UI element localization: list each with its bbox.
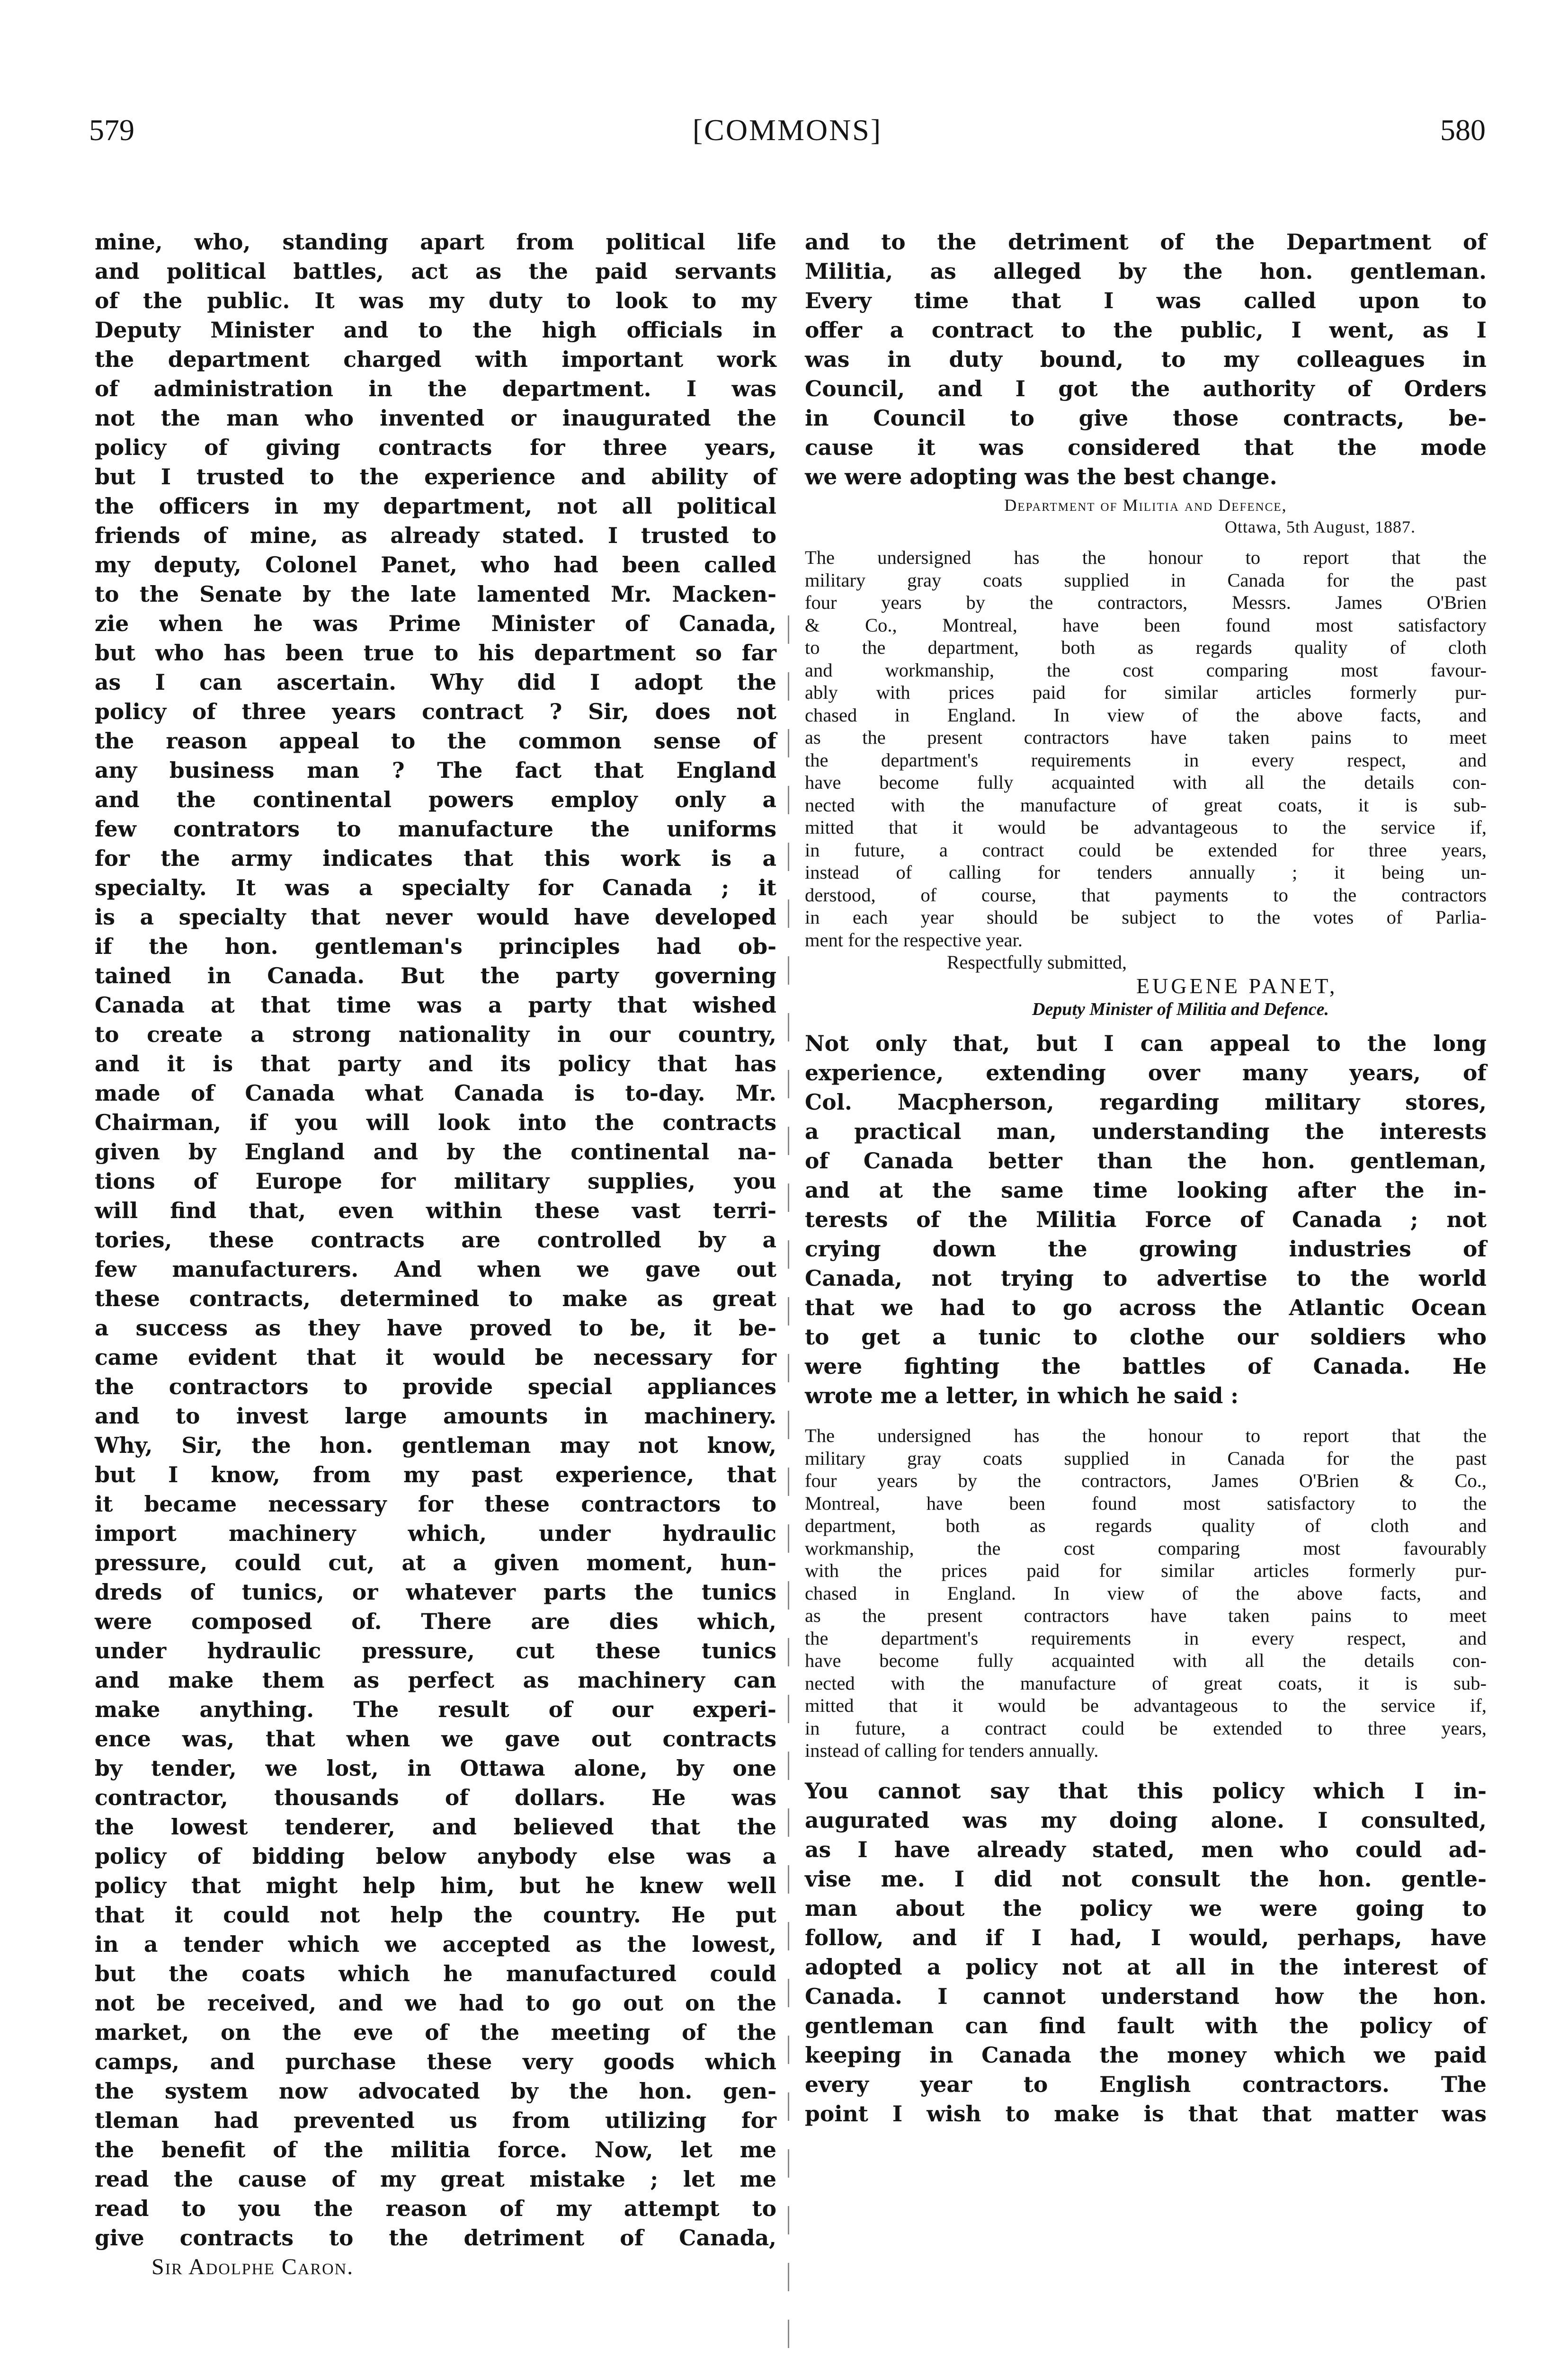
text-line: the contractors to provide special appliances [95, 1374, 776, 1399]
letter-closing: Respectfully submitted, [947, 952, 1127, 973]
text-line: is a specialty that never would have developed [95, 904, 776, 930]
text-line: the lowest tenderer, and believed that the [95, 1814, 776, 1840]
text-line: workmanship, the cost comparing most favourably [805, 1537, 1487, 1559]
text-line: in future, a contract could be extended to three years, [805, 1717, 1487, 1739]
page-number-left: 579 [89, 113, 134, 147]
text-line: the reason appeal to the common sense of [95, 728, 776, 754]
text-line: not the man who invented or inaugurated the [95, 405, 776, 431]
text-line: in Council to give those contracts, be- [805, 405, 1487, 431]
text-line: Why, Sir, the hon. gentleman may not know, [95, 1433, 776, 1458]
text-line: nected with the manufacture of great coats, it is sub- [805, 794, 1487, 816]
text-line: the department's requirements in every respect, and [805, 1627, 1487, 1649]
text-line: four years by the contractors, James O'Brien & Co., [805, 1470, 1487, 1491]
text-line: policy of three years contract ? Sir, does not [95, 699, 776, 724]
text-line: a practical man, understanding the interests [805, 1119, 1487, 1144]
text-line: crying down the growing industries of [805, 1236, 1487, 1262]
text-line: but who has been true to his department so far [95, 640, 776, 666]
text-line: mitted that it would be advantageous to the service if, [805, 817, 1487, 838]
text-line: given by England and by the continental na- [95, 1139, 776, 1165]
text-line: augurated was my doing alone. I consulted, [805, 1807, 1487, 1833]
text-line: mitted that it would be advantageous to the service if, [805, 1695, 1487, 1716]
page-number-right: 580 [1440, 113, 1486, 147]
text-line: was in duty bound, to my colleagues in [805, 347, 1487, 372]
text-line: the officers in my department, not all political [95, 493, 776, 519]
text-line: adopted a policy not at all in the interest of [805, 1954, 1487, 1980]
left-column [95, 227, 776, 2282]
text-line: experience, extending over many years, of [805, 1060, 1487, 1086]
letter-date: Ottawa, 5th August, 1887. [1225, 517, 1416, 536]
text-line: chased in England. In view of the above facts, and [805, 704, 1487, 726]
text-line: to get a tunic to clothe our soldiers who [805, 1324, 1487, 1350]
text-line: my deputy, Colonel Panet, who had been called [95, 552, 776, 578]
letter-heading: Department of Militia and Defence, [1004, 496, 1287, 515]
text-line: cause it was considered that the mode [805, 435, 1487, 460]
text-line: policy of bidding below anybody else was a [95, 1843, 776, 1869]
text-line: Col. Macpherson, regarding military stores, [805, 1089, 1487, 1115]
text-line: nected with the manufacture of great coats, it is sub- [805, 1672, 1487, 1694]
text-line: these contracts, determined to make as great [95, 1286, 776, 1311]
text-line: read the cause of my great mistake ; let me [95, 2166, 776, 2192]
letter-body [805, 546, 1487, 929]
text-line: every year to English contractors. The [805, 2071, 1487, 2097]
text-line: as I can ascertain. Why did I adopt the [95, 669, 776, 695]
running-title: [COMMONS] [692, 113, 882, 147]
text-line: Canada at that time was a party that wished [95, 992, 776, 1018]
text-line: zie when he was Prime Minister of Canada, [95, 611, 776, 636]
text-line: and the continental powers employ only a [95, 787, 776, 812]
text-line: camps, and purchase these very goods which [95, 2049, 776, 2074]
text-line: policy of giving contracts for three years, [95, 435, 776, 460]
text-line: to create a strong nationality in our country, [95, 1022, 776, 1047]
text-line: tions of Europe for military supplies, you [95, 1168, 776, 1194]
text-line: that it could not help the country. He put [95, 1902, 776, 1928]
text-line: and political battles, act as the paid servants [95, 258, 776, 284]
text-line: make anything. The result of our experi- [95, 1697, 776, 1722]
text-line: policy that might help him, but he knew well [95, 1873, 776, 1898]
text-line: and at the same time looking after the in- [805, 1177, 1487, 1203]
text-line: the benefit of the militia force. Now, let me [95, 2137, 776, 2162]
text-line: Canada, not trying to advertise to the world [805, 1265, 1487, 1291]
text-line: contractor, thousands of dollars. He was [95, 1785, 776, 1810]
left-column-text [95, 227, 776, 2252]
text-line: Every time that I was called upon to [805, 288, 1487, 313]
text-line: import machinery which, under hydraulic [95, 1521, 776, 1546]
text-line: tories, these contracts are controlled by a [95, 1227, 776, 1253]
text-line: read to you the reason of my attempt to [95, 2196, 776, 2221]
column-divider [788, 615, 789, 2358]
text-line: mine, who, standing apart from political life [95, 229, 776, 255]
text-line: Council, and I got the authority of Orders [805, 376, 1487, 401]
middle-paragraph [805, 1029, 1487, 1381]
text-line: and workmanship, the cost comparing most favour- [805, 659, 1487, 681]
text-line: if the hon. gentleman's principles had ob- [95, 934, 776, 959]
signature-name: EUGENE PANET, [1136, 974, 1338, 998]
intro-paragraph [805, 227, 1487, 462]
text-line: keeping in Canada the money which we paid [805, 2042, 1487, 2068]
text-line: The undersigned has the honour to report that the [805, 547, 1487, 568]
text-line: the system now advocated by the hon. gen- [95, 2078, 776, 2104]
text-line: ence was, that when we gave out contracts [95, 1726, 776, 1752]
text-line: derstood, of course, that payments to the contractors [805, 884, 1487, 906]
text-line: the department charged with important work [95, 347, 776, 372]
second-quotation [805, 1424, 1487, 1739]
text-line: in a tender which we accepted as the lowest, [95, 1931, 776, 1957]
text-line: Montreal, have been found most satisfactory to the [805, 1492, 1487, 1514]
text-line: and make them as perfect as machinery can [95, 1667, 776, 1693]
right-column [805, 227, 1487, 2128]
text-line: in future, a contract could be extended for three years, [805, 839, 1487, 861]
text-line: made of Canada what Canada is to-day. Mr. [95, 1080, 776, 1106]
text-line: few contrators to manufacture the uniforms [95, 816, 776, 842]
text-line: were composed of. There are dies which, [95, 1609, 776, 1634]
text-line: to the department, both as regards quality of cloth [805, 637, 1487, 658]
text-line: point I wish to make is that that matter was [805, 2100, 1487, 2127]
text-line: of Canada better than the hon. gentleman, [805, 1148, 1487, 1174]
text-line: Not only that, but I can appeal to the long [805, 1031, 1487, 1056]
text-line: pressure, could cut, at a given moment, hun- [95, 1550, 776, 1575]
text-line: of administration in the department. I was [95, 376, 776, 401]
text-line: tained in Canada. But the party governing [95, 963, 776, 988]
text-line: terests of the Militia Force of Canada ; not [805, 1207, 1487, 1232]
text-line: have become fully acquainted with all the details con- [805, 772, 1487, 793]
text-line: ably with prices paid for similar articles formerly pur- [805, 682, 1487, 703]
text-line: few manufacturers. And when we gave out [95, 1256, 776, 1282]
text-line: in each year should be subject to the votes of Parlia- [805, 907, 1487, 928]
text-line: Militia, as alleged by the hon. gentleman. [805, 258, 1487, 284]
text-line: not be received, and we had to go out on the [95, 1990, 776, 2016]
signature-title: Deputy Minister of Militia and Defence. [1032, 999, 1329, 1019]
text-line: as I have already stated, men who could ad- [805, 1836, 1487, 1862]
text-line: four years by the contractors, Messrs. James O'Brien [805, 592, 1487, 613]
text-line: vise me. I did not consult the hon. gentle- [805, 1866, 1487, 1892]
text-line: by tender, we lost, in Ottawa alone, by one [95, 1755, 776, 1781]
text-line: & Co., Montreal, have been found most satisfactory [805, 614, 1487, 636]
text-line: specialty. It was a specialty for Canada ; it [95, 875, 776, 900]
text-line: market, on the eve of the meeting of the [95, 2020, 776, 2045]
text-line: that we had to go across the Atlantic Ocean [805, 1295, 1487, 1320]
text-line: but I trusted to the experience and ability of [95, 464, 776, 489]
text-line: and to the detriment of the Department of [805, 229, 1487, 255]
speaker-name: Sir Adolphe Caron. [151, 2254, 354, 2279]
middle-last-line: wrote me a letter, in which he said : [805, 1383, 1239, 1408]
text-line: were fighting the battles of Canada. He [805, 1353, 1487, 1379]
text-line: You cannot say that this policy which I in- [805, 1778, 1487, 1804]
text-line: a success as they have proved to be, it be- [95, 1315, 776, 1341]
text-line: Canada. I cannot understand how the hon. [805, 1983, 1487, 2009]
text-line: and it is that party and its policy that has [95, 1051, 776, 1077]
text-line: gentleman can find fault with the policy of [805, 2012, 1487, 2038]
text-line: but the coats which he manufactured could [95, 1961, 776, 1986]
text-line: of the public. It was my duty to look to my [95, 288, 776, 313]
text-line: follow, and if I had, I would, perhaps, have [805, 1924, 1487, 1950]
text-line: have become fully acquainted with all the details con- [805, 1650, 1487, 1671]
text-line: Chairman, if you will look into the contracts [95, 1110, 776, 1135]
text-line: military gray coats supplied in Canada for the past [805, 1447, 1487, 1469]
text-line: the department's requirements in every respect, and [805, 749, 1487, 771]
closing-paragraph [805, 1776, 1487, 2128]
text-line: department, both as regards quality of cloth and [805, 1515, 1487, 1536]
text-line: friends of mine, as already stated. I trusted to [95, 523, 776, 548]
text-line: give contracts to the detriment of Canada, [95, 2225, 776, 2251]
text-line: under hydraulic pressure, cut these tunics [95, 1638, 776, 1664]
text-line: military gray coats supplied in Canada for the past [805, 569, 1487, 591]
text-line: instead of calling for tenders annually ; it being un- [805, 862, 1487, 883]
text-line: any business man ? The fact that England [95, 757, 776, 783]
text-line: man about the policy we were going to [805, 1895, 1487, 1921]
text-line: but I know, from my past experience, that [95, 1462, 776, 1487]
text-line: with the prices paid for similar articles formerly pur- [805, 1560, 1487, 1581]
text-line: for the army indicates that this work is a [95, 845, 776, 871]
second-quotation-last-line: instead of calling for tenders annually. [805, 1740, 1099, 1761]
text-line: Deputy Minister and to the high officials in [95, 317, 776, 343]
text-line: will find that, even within these vast terri- [95, 1198, 776, 1223]
text-line: to the Senate by the late lamented Mr. Macken- [95, 581, 776, 607]
intro-last-line: we were adopting was the best change. [805, 464, 1277, 489]
page-header [89, 113, 1486, 160]
text-line: it became necessary for these contractors to [95, 1491, 776, 1517]
letter-last-line: ment for the respective year. [805, 929, 1023, 951]
text-line: offer a contract to the public, I went, as I [805, 317, 1487, 343]
text-line: as the present contractors have taken pains to meet [805, 727, 1487, 748]
text-line: chased in England. In view of the above facts, and [805, 1582, 1487, 1604]
text-line: came evident that it would be necessary for [95, 1344, 776, 1370]
text-line: dreds of tunics, or whatever parts the tunics [95, 1579, 776, 1605]
text-line: as the present contractors have taken pains to meet [805, 1605, 1487, 1626]
text-line: The undersigned has the honour to report that the [805, 1425, 1487, 1446]
text-line: tleman had prevented us from utilizing for [95, 2108, 776, 2133]
text-line: and to invest large amounts in machinery. [95, 1403, 776, 1429]
